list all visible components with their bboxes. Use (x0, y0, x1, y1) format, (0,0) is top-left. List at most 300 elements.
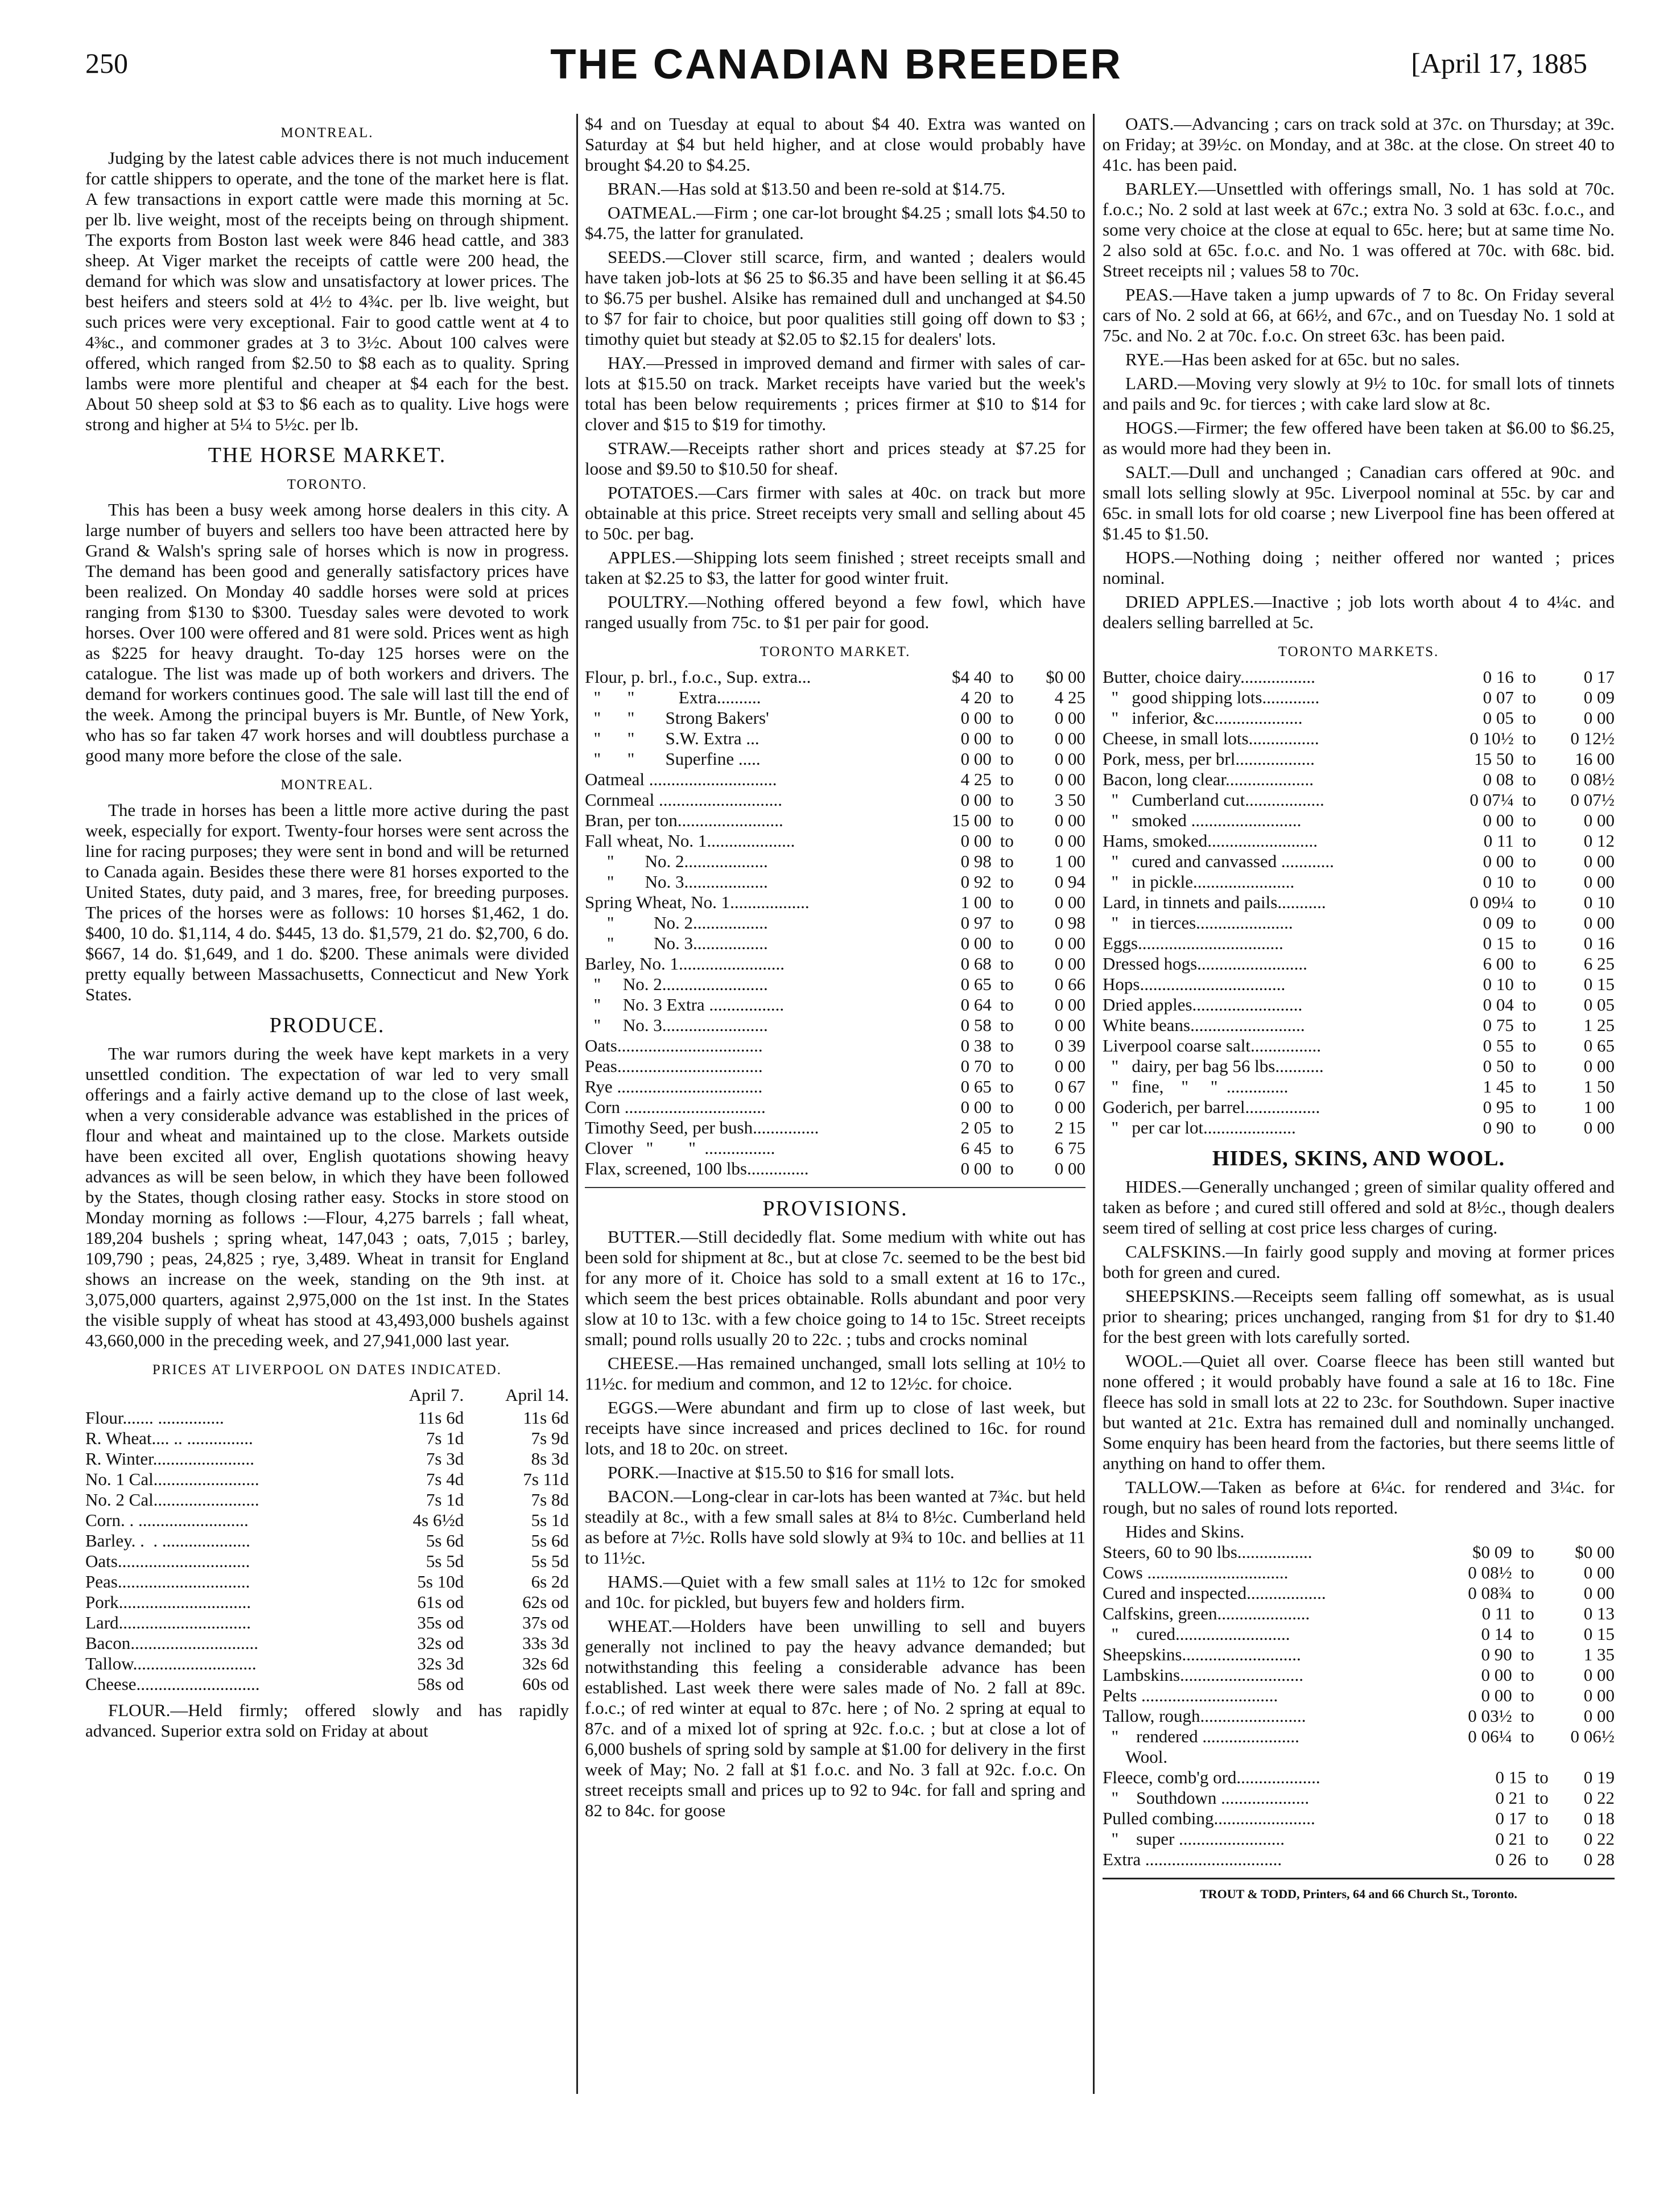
to-label: to (1000, 1097, 1014, 1117)
paragraph: LARD.—Moving very slowly at 9½ to 10c. for small lots of tinnets and pails and 9c. for tierces ; with cake lard slow at 8c. (1103, 373, 1615, 414)
price-low: 0 21 (1495, 1829, 1526, 1849)
table-row (1103, 1583, 1615, 1603)
paragraph: $4 and on Tuesday at equal to about $4 40. Extra was wanted on Saturday at $4 but held higher, and at close would probably have brought $4.20 to $4.25. (585, 114, 1085, 175)
liverpool-price-table (85, 1385, 569, 1694)
table-row (1103, 872, 1615, 892)
to-label: to (1522, 1015, 1536, 1035)
table-row (85, 1613, 569, 1633)
price-low: 0 50 (1483, 1056, 1514, 1076)
to-label: to (1520, 1624, 1534, 1644)
price-high: 16 00 (1575, 749, 1615, 769)
price-low: 1 45 (1483, 1077, 1514, 1096)
table-row (1103, 749, 1615, 769)
price-low: 61s od (417, 1592, 464, 1612)
row-label: Corn. . ......................... (85, 1510, 249, 1530)
table-row (1103, 974, 1615, 995)
price-high: 0 00 (1583, 872, 1615, 892)
paragraph: TALLOW.—Taken as before at 6¼c. for rendered and 3¼c. for rough, but no sales of round lots reported. (1103, 1477, 1615, 1518)
price-low: 0 21 (1495, 1788, 1526, 1808)
section-subhead: MONTREAL. (280, 125, 374, 141)
row-label: Calfskins, green..................... (1103, 1603, 1310, 1623)
table-row (1103, 1726, 1615, 1747)
price-low: 2 05 (960, 1118, 992, 1137)
to-label: to (1534, 1767, 1549, 1787)
row-label: Steers, 60 to 90 lbs................. (1103, 1542, 1312, 1562)
row-label: " good shipping lots............. (1103, 687, 1320, 707)
row-label: " " Strong Bakers' (585, 708, 769, 728)
price-low: 32s od (417, 1633, 464, 1653)
paragraph: HOPS.—Nothing doing ; neither offered nor wanted ; prices nominal. (1103, 547, 1615, 588)
price-high: 0 12 (1583, 831, 1615, 851)
price-low: 0 00 (960, 749, 992, 769)
to-label: to (1000, 974, 1014, 994)
row-label: " super ........................ (1103, 1829, 1285, 1849)
row-label: Lambskins............................ (1103, 1665, 1304, 1685)
paragraph: CHEESE.—Has remained unchanged, small lots selling at 10½ to 11½c. for medium and common, and 12 to 12½c. for choice. (585, 1353, 1085, 1393)
to-label: to (1000, 1036, 1014, 1055)
row-label: Lard, in tinnets and pails........... (1103, 892, 1326, 912)
row-label: R. Winter....................... (85, 1449, 254, 1469)
issue-date: [April 17, 1885 (1411, 47, 1587, 79)
table-heading: PRICES AT LIVERPOOL ON DATES INDICATED. (152, 1362, 502, 1378)
to-label: to (1000, 708, 1014, 728)
row-label: Flour....... ............... (85, 1408, 224, 1428)
price-low: 0 00 (960, 1158, 992, 1178)
wool-table (1103, 1767, 1615, 1870)
table-row (585, 708, 1085, 728)
table-row (1103, 708, 1615, 728)
row-label: " " Extra.......... (585, 687, 761, 707)
price-low: 0 70 (960, 1056, 992, 1076)
to-label: to (1522, 728, 1536, 748)
price-low: 0 14 (1481, 1624, 1512, 1644)
price-low: 0 98 (960, 851, 992, 871)
to-label: to (1522, 749, 1536, 769)
price-high: 0 06½ (1570, 1726, 1615, 1746)
to-label: to (1522, 872, 1536, 892)
row-label: Flour, p. brl., f.o.c., Sup. extra... (585, 667, 811, 687)
row-label: Dressed hogs......................... (1103, 954, 1307, 974)
table-row (1103, 790, 1615, 810)
paragraph: The trade in horses has been a little more active during the past week, especially for export. Twenty-four horses were sent across the line for racing purposes; they were sent in bond and will be returned to Canada again. Besides these there were 81 horses exported to the United States, duty paid, and 3 mares, free, for breeding purposes. The prices of the horses were as follows: 10 horses $1,462, 1 do. $400, 10 do. $1,114, 4 do. $445, 13 do. $1,579, 21 do. $2,700, 6 do. $667, 14 do. $1,649, and 1 do. $200. These animals were divided pretty equally between Massachusetts, Connecticut and New York States. (85, 800, 569, 1004)
table-row (585, 728, 1085, 749)
row-label: Cured and inspected.................. (1103, 1583, 1326, 1603)
price-high: 0 00 (1054, 995, 1085, 1015)
to-label: to (1534, 1808, 1549, 1828)
price-low: 7s 3d (426, 1449, 464, 1469)
price-low: 5s 5d (426, 1551, 464, 1571)
price-high: 1 35 (1583, 1644, 1615, 1664)
table-row (585, 790, 1085, 810)
to-label: to (1522, 995, 1536, 1015)
price-high: 0 00 (1583, 810, 1615, 830)
row-label: " cured.......................... (1103, 1624, 1290, 1644)
price-low: 0 00 (960, 933, 992, 953)
to-label: to (1000, 1056, 1014, 1076)
section-subhead: TORONTO. (287, 477, 368, 492)
price-high: 0 94 (1054, 872, 1085, 892)
to-label: to (1000, 933, 1014, 953)
price-low: 0 08¾ (1468, 1583, 1512, 1603)
row-label: No. 2 Cal........................ (85, 1490, 259, 1510)
price-high: 0 00 (1583, 913, 1615, 933)
price-low: 0 16 (1483, 667, 1514, 687)
price-high: 6 75 (1054, 1138, 1085, 1158)
column-header: April 14. (505, 1385, 569, 1405)
to-label: to (1534, 1829, 1549, 1849)
table-row (585, 954, 1085, 974)
price-high: 5s 1d (531, 1510, 569, 1530)
row-label: " in pickle....................... (1103, 872, 1295, 892)
table-row (1103, 1036, 1615, 1056)
row-label: White beans.......................... (1103, 1015, 1305, 1035)
table-row (85, 1674, 569, 1694)
table-row (85, 1469, 569, 1490)
price-high: 0 00 (1583, 851, 1615, 871)
paragraph: HAY.—Pressed in improved demand and firmer with sales of car-lots at $15.50 on track. Market receipts have varied but the week's total has been below requirements ; prices firmer at $10 to $14 for clover and $15 to $19 for timothy. (585, 353, 1085, 434)
to-label: to (1522, 667, 1536, 687)
table-row (1103, 1562, 1615, 1583)
price-low: 0 08 (1483, 769, 1514, 789)
table-row (585, 995, 1085, 1015)
row-label: " No. 2................... (585, 851, 768, 871)
price-low: 0 00 (960, 728, 992, 748)
row-label: Fall wheat, No. 1.................... (585, 831, 795, 851)
row-label: Cheese, in small lots................ (1103, 728, 1319, 748)
price-high: 0 65 (1583, 1036, 1615, 1055)
table-row (585, 892, 1085, 913)
to-label: to (1000, 1015, 1014, 1035)
table-row (1103, 1706, 1615, 1726)
price-high: 3 50 (1054, 790, 1085, 810)
price-high: 0 00 (1583, 1118, 1615, 1137)
price-low: 0 64 (960, 995, 992, 1015)
paragraph: POULTRY.—Nothing offered beyond a few fowl, which have ranged usually from 75c. to $1 per pair for good. (585, 592, 1085, 632)
price-low: 0 58 (960, 1015, 992, 1035)
price-high: 5s 5d (531, 1551, 569, 1571)
row-label: " dairy, per bag 56 lbs........... (1103, 1056, 1324, 1076)
price-low: 0 07¼ (1470, 790, 1514, 810)
price-low: 5s 10d (417, 1572, 464, 1591)
table-row (1103, 1829, 1615, 1849)
table-row (585, 913, 1085, 933)
price-high: 0 39 (1054, 1036, 1085, 1055)
to-label: to (1520, 1665, 1534, 1685)
paragraph: EGGS.—Were abundant and firm up to close of last week, but receipts have since increased and prices declined to 16c. for round lots, and 18 to 20c. on street. (585, 1397, 1085, 1458)
price-high: 0 00 (1054, 933, 1085, 953)
price-low: 0 15 (1495, 1767, 1526, 1787)
paragraph: WOOL.—Quiet all over. Coarse fleece has been still wanted but none offered ; it would probably have found a sale at 16 to 18c. Fine fleece has sold in small lots at 22 to 23c. for Southdown. Super inactive but wanted at 21c. Extra has remained dull and nominally unchanged. Some enquiry has been heard from the factories, but there seems little of anything on hand to offer them. (1103, 1351, 1615, 1473)
price-high: 6 25 (1583, 954, 1615, 974)
row-label: Rye ................................. (585, 1077, 763, 1096)
row-label: Tallow............................ (85, 1654, 257, 1673)
to-label: to (1000, 790, 1014, 810)
table-row (85, 1654, 569, 1674)
table-heading: TORONTO MARKET. (759, 644, 911, 659)
row-label: Cheese............................ (85, 1674, 260, 1694)
price-high: 0 05 (1583, 995, 1615, 1015)
price-low: 15 50 (1474, 749, 1514, 769)
price-low: 0 00 (960, 831, 992, 851)
table-row (585, 1036, 1085, 1056)
to-label: to (1522, 974, 1536, 994)
price-low: 0 68 (960, 954, 992, 974)
table-row (1103, 1808, 1615, 1829)
price-high: 33s 3d (522, 1633, 569, 1653)
paragraph: SALT.—Dull and unchanged ; Canadian cars offered at 90c. and small lots selling slowly at 95c. Liverpool nominal at 55c. by car and 65c. in small lots for old coarse ; new Liverpool fine has been offered at $1.45 to $1.50. (1103, 462, 1615, 543)
price-low: 0 00 (960, 790, 992, 810)
table-row (1103, 1097, 1615, 1118)
table-row (85, 1592, 569, 1613)
price-low: 0 00 (960, 1097, 992, 1117)
table-row (1103, 667, 1615, 687)
row-label: Tallow, rough........................ (1103, 1706, 1306, 1726)
price-high: 0 17 (1583, 667, 1615, 687)
page-header (85, 40, 1587, 91)
table-row (585, 1118, 1085, 1138)
table-row (1103, 954, 1615, 974)
table-row (1103, 892, 1615, 913)
newspaper-title: THE CANADIAN BREEDER (550, 40, 1122, 88)
price-low: 0 00 (1481, 1685, 1512, 1705)
price-low: 0 65 (960, 1077, 992, 1096)
price-low: 35s od (417, 1613, 464, 1632)
price-high: 0 98 (1054, 913, 1085, 933)
paragraph: This has been a busy week among horse dealers in this city. A large number of buyers and sellers too have been attracted here by Grand & Walsh's spring sale of horses which is now in progress. The demand has been good and generally satisfactory prices have been realized. On Monday 40 saddle horses were sold at prices ranging from $130 to $300. Tuesday sales were devoted to work horses. Over 100 were offered and 81 were sold. Prices went as high as $225 for heavy draught. To-day 125 horses were on the catalogue. The list was made up of both workers and drivers. The demand for workers continues good. The sale will last till the end of the week. Among the principal buyers is Mr. Buntle, of New York, who has so far taken 47 work horses and will doubtless purchase a good many more before the close of the sale. (85, 500, 569, 765)
table-row (1103, 1542, 1615, 1562)
to-label: to (1522, 1097, 1536, 1117)
to-label: to (1000, 769, 1014, 789)
row-label: " fine, " " .............. (1103, 1077, 1289, 1096)
to-label: to (1522, 708, 1536, 728)
price-high: 0 12½ (1570, 728, 1615, 748)
price-high: 11s 6d (523, 1408, 569, 1428)
toronto-market-table (585, 667, 1085, 1179)
table-subheading: Hides and Skins. (1125, 1522, 1245, 1541)
price-low: 0 17 (1495, 1808, 1526, 1828)
to-label: to (1000, 1138, 1014, 1158)
to-label: to (1000, 1077, 1014, 1096)
price-high: 0 00 (1054, 749, 1085, 769)
to-label: to (1000, 831, 1014, 851)
to-label: to (1534, 1849, 1549, 1869)
table-row (85, 1531, 569, 1551)
paragraph: HOGS.—Firmer; the few offered have been taken at $6.00 to $6.25, as would more had they been in. (1103, 418, 1615, 458)
price-high: 0 15 (1583, 974, 1615, 994)
section-heading: PROVISIONS. (762, 1197, 908, 1221)
table-row (1103, 1015, 1615, 1036)
price-low: $0 09 (1472, 1542, 1512, 1562)
paragraph: CALFSKINS.—In fairly good supply and moving at former prices both for green and cured. (1103, 1242, 1615, 1282)
row-label: Oats.............................. (85, 1551, 250, 1571)
price-high: 0 09 (1583, 687, 1615, 707)
paragraph: The war rumors during the week have kept markets in a very unsettled condition. The expectation of war led to very small offerings and a fairly active demand up to the close of last week, when a very considerable advance was established in the prices of flour and wheat and maintained up to the close. Markets outside have been excited all over, English quotations showing heavy advances as will be seen below, in which they have been followed by the States, though closing rather easy. Stocks in store stood on Monday morning as follows :—Flour, 4,275 barrels ; fall wheat, 189,204 bushels ; spring wheat, 147,043 ; oats, 7,015 ; barley, 109,790 ; peas, 24,825 ; rye, 3,489. Wheat in transit for England shows an increase on the week, standing on the 9th inst. at 3,075,000 quarters, against 2,975,000 on the 1st inst. In the States the visible supply of wheat has stood at 43,493,000 bushels against 43,660,000 in the preceding week, and 27,941,000 last year. (85, 1044, 569, 1350)
to-label: to (1520, 1603, 1534, 1623)
price-low: 0 95 (1483, 1097, 1514, 1117)
table-row (585, 851, 1085, 872)
table-row (585, 810, 1085, 831)
to-label: to (1000, 728, 1014, 748)
table-row (585, 1158, 1085, 1179)
table-row (85, 1408, 569, 1428)
row-label: " " Superfine ..... (585, 749, 761, 769)
table-row (85, 1490, 569, 1510)
table-row (1103, 933, 1615, 954)
to-label: to (1520, 1726, 1534, 1746)
price-high: 0 67 (1054, 1077, 1085, 1096)
row-label: " No. 2................. (585, 913, 768, 933)
price-high: 0 00 (1054, 1158, 1085, 1178)
price-high: 60s od (522, 1674, 569, 1694)
to-label: to (1520, 1706, 1534, 1726)
table-row (1103, 995, 1615, 1015)
table-row (85, 1428, 569, 1449)
table-row (1103, 1685, 1615, 1706)
paragraph: BUTTER.—Still decidedly flat. Some medium with white out has been sold for shipment at 8c., but at close 7c. seemed to be the best bid for any more of it. Choice has sold to a small extent at 16 to 17c., which seem the best prices obtainable. Rolls abundant and poor very slow at 10 to 13c. with a few choice going to 14 to 15c. Street receipts small; pound rolls usually 20 to 22c. ; tubs and crocks nominal (585, 1227, 1085, 1349)
table-row (1103, 913, 1615, 933)
table-row (1103, 1056, 1615, 1077)
price-low: 0 00 (1481, 1665, 1512, 1685)
table-row (1103, 1767, 1615, 1788)
row-label: Bran, per ton........................ (585, 810, 783, 830)
price-low: 15 00 (952, 810, 992, 830)
price-low: 0 90 (1481, 1644, 1512, 1664)
price-low: 0 15 (1483, 933, 1514, 953)
table-row (85, 1551, 569, 1572)
price-high: 37s od (522, 1613, 569, 1632)
price-high: 0 00 (1583, 1706, 1615, 1726)
row-label: Flax, screened, 100 lbs.............. (585, 1158, 809, 1178)
price-low: 0 07 (1483, 687, 1514, 707)
paragraph: SHEEPSKINS.—Receipts seem falling off somewhat, as is usual prior to shearing; prices unchanged, ranging from $1 for dry to $1.40 for the best green with lots carefully sorted. (1103, 1286, 1615, 1347)
column-two (585, 114, 1085, 1824)
paragraph: RYE.—Has been asked for at 65c. but no sales. (1125, 349, 1460, 369)
row-label: Timothy Seed, per bush............... (585, 1118, 819, 1137)
paragraph: BARLEY.—Unsettled with offerings small, No. 1 has sold at 70c. f.o.c.; No. 2 sold at last week at 67c.; extra No. 3 sold at 63c. f.o.c., and some very choice at the close at equal to 65c. here; but at same time No. 2 also sold at 65c. f.o.c. and No. 1 was offered at 70c. with 68c. bid. Street receipts nil ; values 58 to 70c. (1103, 179, 1615, 281)
price-high: $0 00 (1575, 1542, 1615, 1562)
row-label: " " S.W. Extra ... (585, 728, 759, 748)
paragraph: OATS.—Advancing ; cars on track sold at 37c. on Thursday; at 39c. on Friday; at 39½c. on Monday, and at 38c. at the close. On street 40 to 41c. has been paid. (1103, 114, 1615, 175)
price-low: 0 06¼ (1468, 1726, 1512, 1746)
column-one (85, 114, 569, 1745)
table-row (585, 667, 1085, 687)
table-row (585, 749, 1085, 769)
price-high: 0 00 (1583, 708, 1615, 728)
table-row (585, 1138, 1085, 1158)
price-low: 0 10½ (1470, 728, 1514, 748)
paragraph: PEAS.—Have taken a jump upwards of 7 to 8c. On Friday several cars of No. 2 sold at 66, at 66½, and 67c., and on Tuesday No. 1 sold at 75c. and No. 2 at 70c. f.o.c. On street 63c. has been paid. (1103, 285, 1615, 345)
table-row (1103, 1118, 1615, 1138)
row-label: Corn ................................ (585, 1097, 766, 1117)
price-low: 0 03½ (1468, 1706, 1512, 1726)
table-row (585, 872, 1085, 892)
to-label: to (1522, 954, 1536, 974)
row-label: No. 1 Cal........................ (85, 1469, 259, 1489)
price-low: 0 97 (960, 913, 992, 933)
row-label: Cows ................................ (1103, 1562, 1289, 1582)
table-row (1103, 1077, 1615, 1097)
price-low: 1 00 (960, 892, 992, 912)
price-low: 7s 1d (426, 1490, 464, 1510)
price-high: 32s 6d (522, 1654, 569, 1673)
row-label: R. Wheat.... .. ............... (85, 1428, 253, 1448)
row-label: Butter, choice dairy................. (1103, 667, 1315, 687)
to-label: to (1522, 1077, 1536, 1096)
price-high: 5s 6d (531, 1531, 569, 1551)
price-high: 0 00 (1054, 728, 1085, 748)
paragraph: POTATOES.—Cars firmer with sales at 40c. on track but more obtainable at this price. Street receipts very small and selling about 45 to 50c. per bag. (585, 483, 1085, 543)
row-label: Pork, mess, per brl.................. (1103, 749, 1315, 769)
price-low: 0 08½ (1468, 1562, 1512, 1582)
row-label: Peas................................. (585, 1056, 763, 1076)
price-low: 0 75 (1483, 1015, 1514, 1035)
price-low: 0 92 (960, 872, 992, 892)
row-label: Pulled combing....................... (1103, 1808, 1315, 1828)
row-label: " No. 3........................ (585, 1015, 768, 1035)
table-row (85, 1633, 569, 1654)
price-high: 0 18 (1583, 1808, 1615, 1828)
price-high: 0 00 (1054, 954, 1085, 974)
row-label: " cured and canvassed ............ (1103, 851, 1334, 871)
price-high: 7s 9d (531, 1428, 569, 1448)
price-high: 0 00 (1054, 708, 1085, 728)
to-label: to (1522, 790, 1536, 810)
section-heading: THE HORSE MARKET. (208, 443, 447, 467)
price-low: 0 04 (1483, 995, 1514, 1015)
table-row (585, 769, 1085, 790)
to-label: to (1522, 851, 1536, 871)
price-low: 0 26 (1495, 1849, 1526, 1869)
to-label: to (1000, 1158, 1014, 1178)
row-label: " rendered ...................... (1103, 1726, 1299, 1746)
row-label: Hops................................. (1103, 974, 1286, 994)
price-high: 0 00 (1054, 1056, 1085, 1076)
to-label: to (1522, 831, 1536, 851)
row-label: " Cumberland cut.................. (1103, 790, 1324, 810)
price-high: 62s od (522, 1592, 569, 1612)
to-label: to (1534, 1788, 1549, 1808)
to-label: to (1000, 954, 1014, 974)
hides-skins-table (1103, 1542, 1615, 1747)
row-label: " No. 3................. (585, 933, 768, 953)
price-high: 0 10 (1583, 892, 1615, 912)
price-low: 0 00 (960, 708, 992, 728)
row-label: " in tierces...................... (1103, 913, 1293, 933)
paragraph: BRAN.—Has sold at $13.50 and been re-sold at $14.75. (608, 179, 1006, 199)
price-low: 5s 6d (426, 1531, 464, 1551)
price-high: 0 00 (1583, 1685, 1615, 1705)
row-label: " Southdown .................... (1103, 1788, 1310, 1808)
column-three (1103, 114, 1615, 1904)
row-label: Fleece, comb'g ord................... (1103, 1767, 1320, 1787)
to-label: to (1522, 810, 1536, 830)
price-high: 7s 8d (531, 1490, 569, 1510)
table-row (585, 1015, 1085, 1036)
table-row (1103, 687, 1615, 708)
section-subhead: MONTREAL. (280, 777, 374, 793)
price-high: 0 00 (1054, 769, 1085, 789)
row-label: " per car lot..................... (1103, 1118, 1296, 1137)
table-row (1103, 1603, 1615, 1624)
to-label: to (1000, 995, 1014, 1015)
price-low: 0 65 (960, 974, 992, 994)
table-row (585, 974, 1085, 995)
price-low: 0 00 (1483, 810, 1514, 830)
row-label: " No. 2........................ (585, 974, 768, 994)
to-label: to (1522, 913, 1536, 933)
paragraph: FLOUR.—Held firmly; offered slowly and has rapidly advanced. Superior extra sold on Friday at about (85, 1700, 569, 1741)
row-label: Clover " " ................ (585, 1138, 775, 1158)
